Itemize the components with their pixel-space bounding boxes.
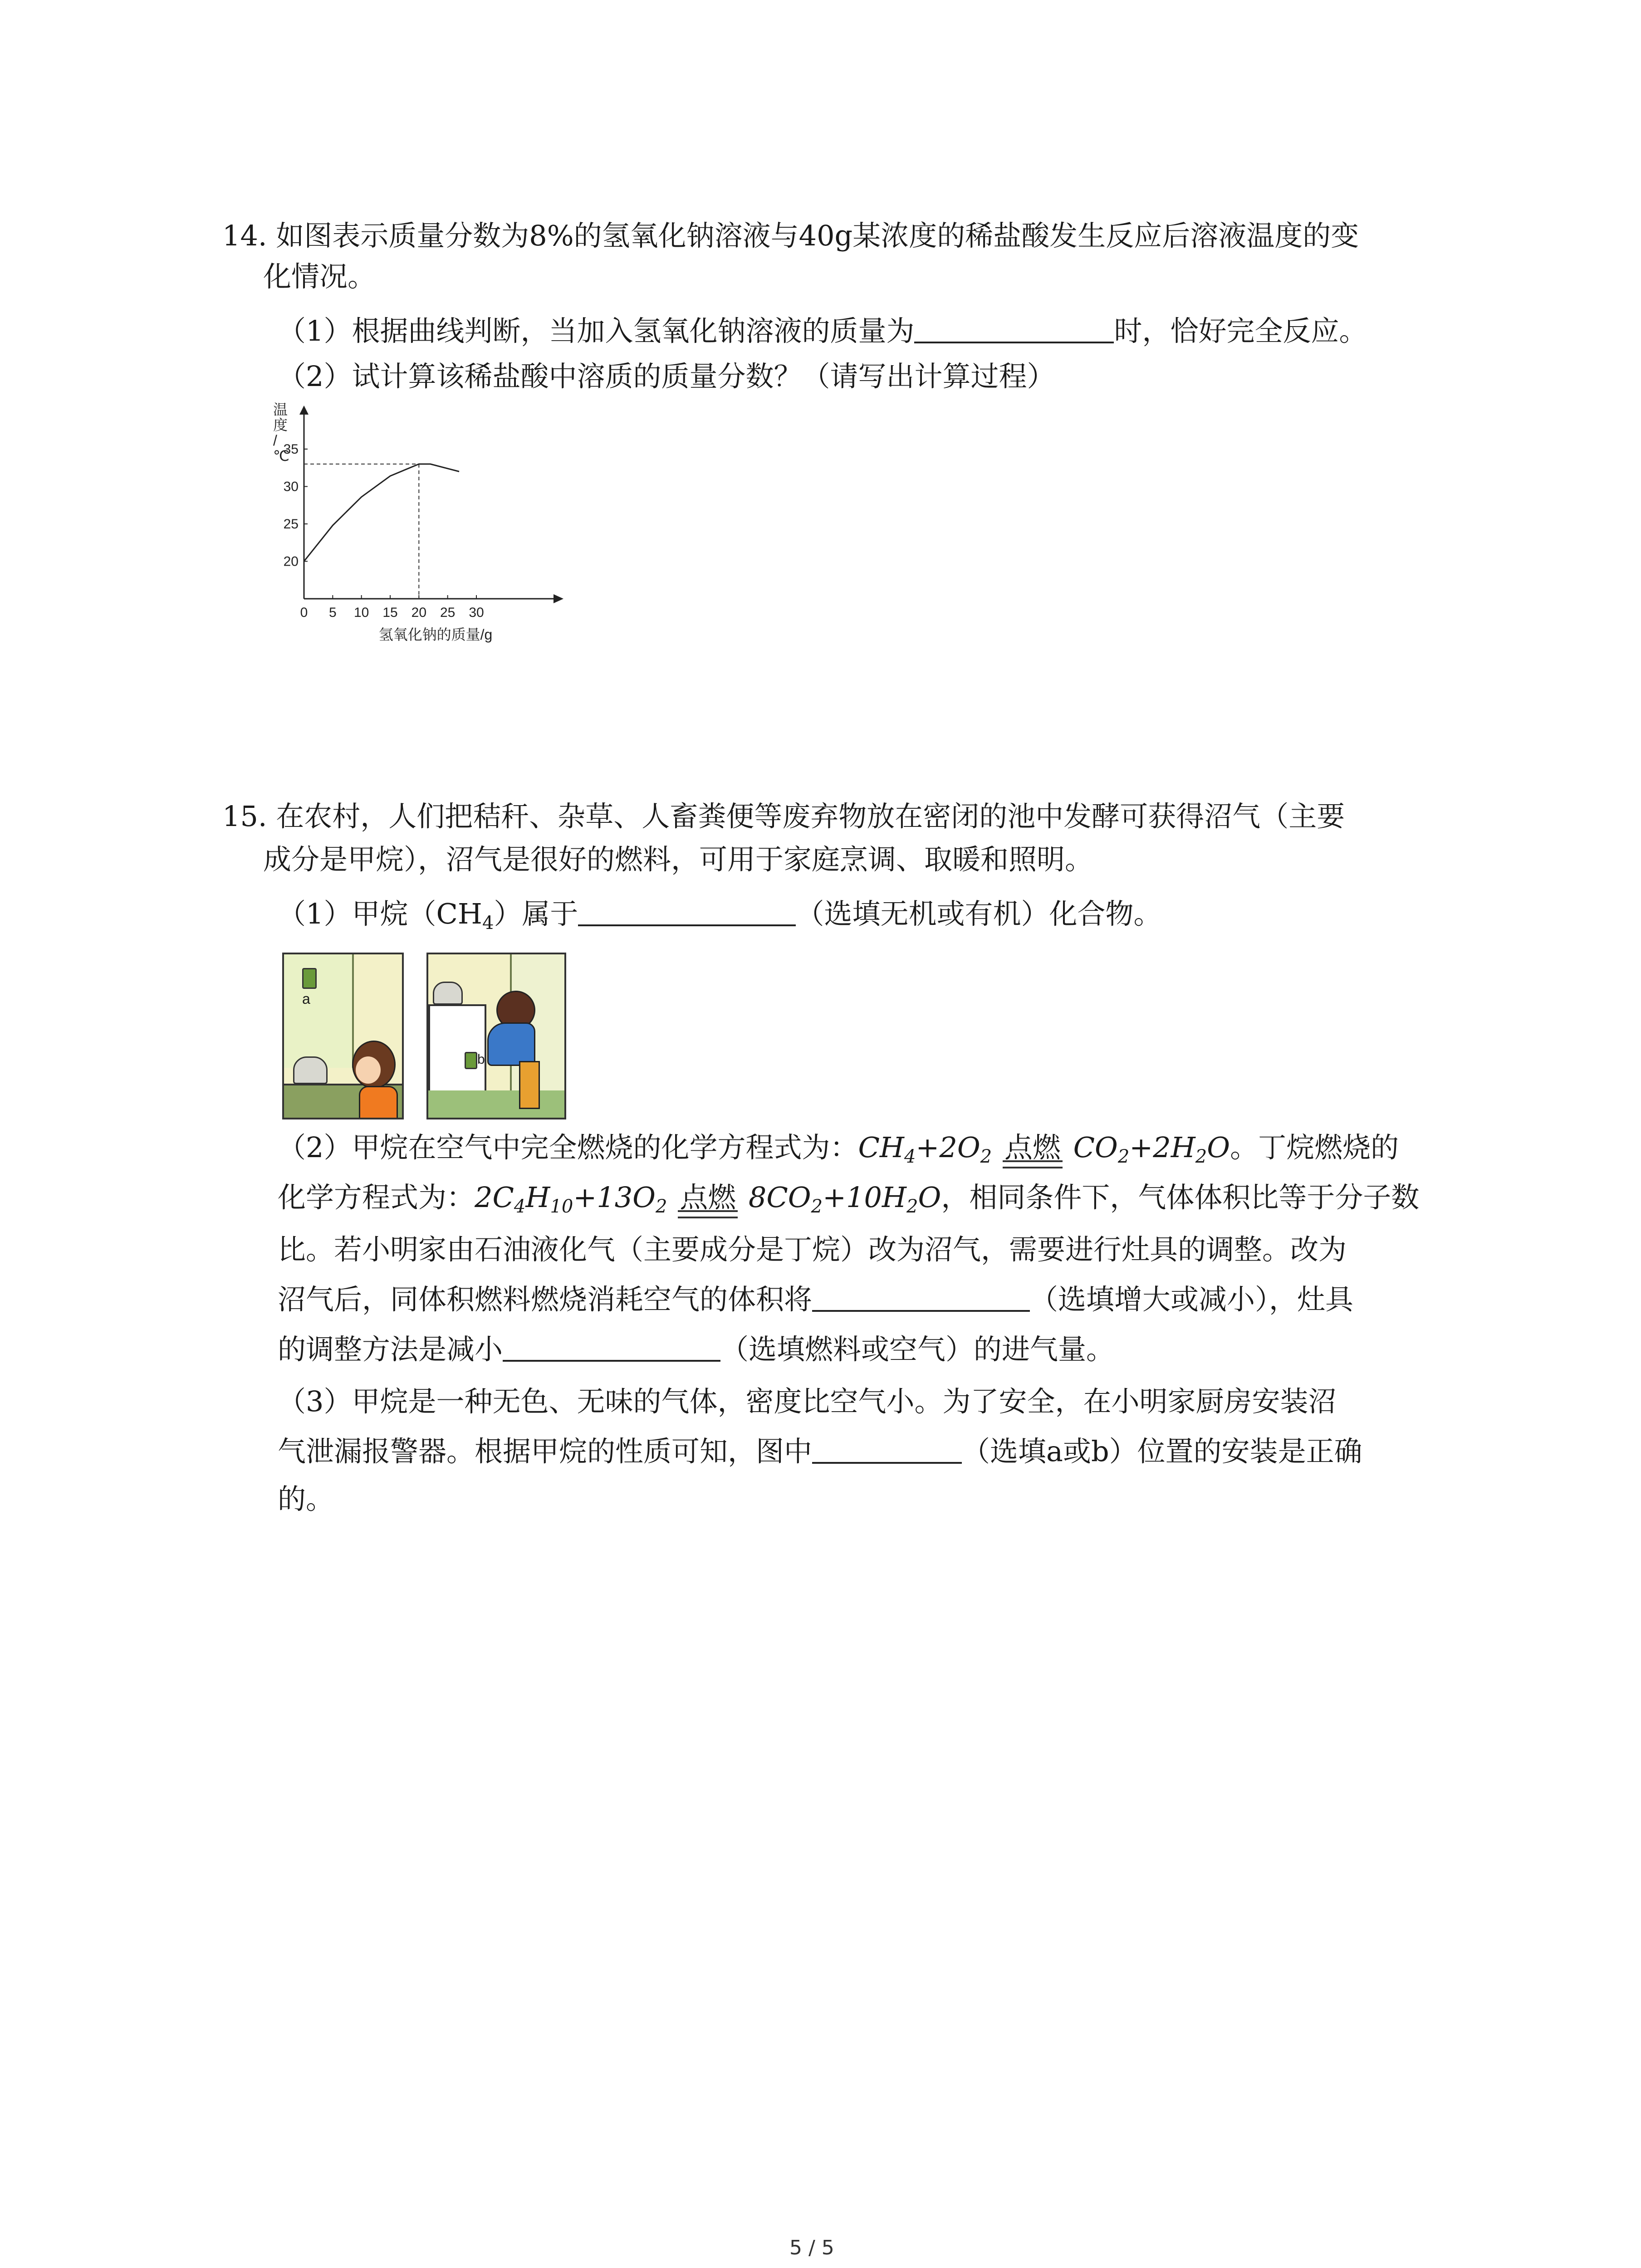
q14-part1	[278, 313, 1367, 349]
q15-part3-line2	[278, 1433, 1362, 1470]
q14-part2: （2）试计算该稀盐酸中溶质的质量分数？（请写出计算过程）	[278, 360, 1055, 393]
q15-part2-line4-text: 沼气后，同体积燃料燃烧消耗空气的体积将	[278, 1283, 813, 1316]
q15-part2-line2-text: 化学方程式为：	[278, 1181, 475, 1214]
q15-part2-line5-tail: （选填燃料或空气）的进气量。	[720, 1333, 1115, 1366]
x-tick-label: 30	[469, 605, 484, 620]
y-tick-label: 25	[283, 517, 299, 532]
q15-part2-line1	[278, 1129, 1399, 1166]
kitchen-figure-b	[426, 953, 566, 1119]
wall-cabinet	[284, 954, 354, 1068]
q15-part3-line3: 的。	[278, 1482, 334, 1515]
equation-butane: $2C_4H_{10}+13O_2$ 点燃 $8CO_2+10H_2O$	[475, 1181, 941, 1214]
x-tick-label: 20	[411, 605, 427, 620]
child-body-b	[487, 1022, 535, 1066]
reaction-condition-2: 点燃	[676, 1179, 740, 1216]
q15-line1: 15. 在农村，人们把秸秆、杂草、人畜粪便等废弃物放在密闭的池中发酵可获得沼气（主要	[222, 800, 1345, 833]
floor-b	[428, 1090, 564, 1118]
y-tick-label: 20	[283, 554, 299, 569]
child-face-a	[356, 1056, 381, 1084]
q15-part3-line2-tail: （选填a或b）位置的安装是正确	[962, 1435, 1362, 1468]
x-tick-label: 5	[328, 605, 337, 620]
q15-part1	[278, 896, 1161, 932]
alarm-b-icon	[465, 1052, 477, 1069]
chart-ylabel: 温度/ ℃	[273, 401, 289, 464]
reaction-condition: 点燃	[1001, 1129, 1064, 1166]
child-body-a	[359, 1086, 398, 1119]
temperature-curve	[304, 464, 459, 562]
q15-part1-text: （1）甲烷（CH	[278, 897, 482, 930]
q15-answer-blank-3[interactable]	[503, 1332, 720, 1362]
q14-part1-text: （1）根据曲线判断，当加入氢氧化钠溶液的质量为	[278, 314, 915, 347]
kettle-icon	[293, 1056, 328, 1084]
chart-xlabel: 氢氧化钠的质量/g	[378, 626, 493, 643]
x-axis-arrow	[554, 594, 563, 603]
q15-part2-tail: 。丁烷燃烧的	[1230, 1131, 1399, 1164]
page-number: 5 / 5	[789, 2236, 834, 2259]
y-tick-label: 35	[283, 442, 299, 457]
q15-answer-blank-1[interactable]	[578, 896, 796, 926]
q15-part3-line1: （3）甲烷是一种无色、无味的气体，密度比空气小。为了安全，在小明家厨房安装沼	[278, 1385, 1337, 1418]
temperature-chart	[272, 399, 617, 680]
q14-answer-blank-1[interactable]	[914, 313, 1114, 343]
x-tick-label: 0	[300, 605, 308, 620]
child-legs-b	[519, 1061, 540, 1109]
kitchen-figure-a	[282, 953, 404, 1119]
q15-part2-line4	[278, 1281, 1353, 1318]
kettle-b-icon	[433, 982, 463, 1005]
y-tick-label: 30	[283, 479, 299, 494]
q14-line2: 化情况。	[263, 260, 376, 293]
alarm-a-icon	[302, 968, 317, 989]
x-tick-label: 25	[440, 605, 456, 620]
q15-part2-line5	[278, 1331, 1114, 1368]
q15-part2-line5-text: 的调整方法是减小	[278, 1333, 503, 1366]
y-axis-arrow	[299, 406, 309, 415]
label-a: a	[302, 991, 310, 1007]
q14-line1: 14. 如图表示质量分数为8%的氢氧化钠溶液与40g某浓度的稀盐酸发生反应后溶液温度的变	[222, 219, 1359, 252]
q15-part2-line2-tail: ，相同条件下，气体体积比等于分子数	[941, 1181, 1420, 1214]
q15-part3-line2-text: 气泄漏报警器。根据甲烷的性质可知，图中	[278, 1435, 813, 1468]
q15-part2-text: （2）甲烷在空气中完全燃烧的化学方程式为：	[278, 1131, 858, 1164]
q14-part1-tail: 时，恰好完全反应。	[1114, 314, 1367, 347]
q15-part2-line2	[278, 1179, 1419, 1216]
label-b: b	[477, 1052, 485, 1067]
x-tick-label: 15	[382, 605, 398, 620]
q15-answer-blank-4[interactable]	[812, 1434, 962, 1464]
q15-ch4-sub: 4	[482, 913, 494, 934]
q15-part2-line4-tail: （选填增大或减小），灶具	[1030, 1283, 1354, 1316]
q15-part1-tail: （选填无机或有机）化合物。	[796, 897, 1162, 930]
q15-answer-blank-2[interactable]	[812, 1282, 1030, 1312]
equation-methane: $CH_4+2O_2$ 点燃 $CO_2+2H_2O$	[858, 1131, 1230, 1164]
q15-part2-line3: 比。若小明家由石油液化气（主要成分是丁烷）改为沼气，需要进行灶具的调整。改为	[278, 1233, 1347, 1266]
q15-part1-mid: ）属于	[494, 897, 578, 930]
x-tick-label: 10	[353, 605, 369, 620]
q15-line2: 成分是甲烷），沼气是很好的燃料，可用于家庭烹调、取暖和照明。	[263, 843, 1093, 876]
